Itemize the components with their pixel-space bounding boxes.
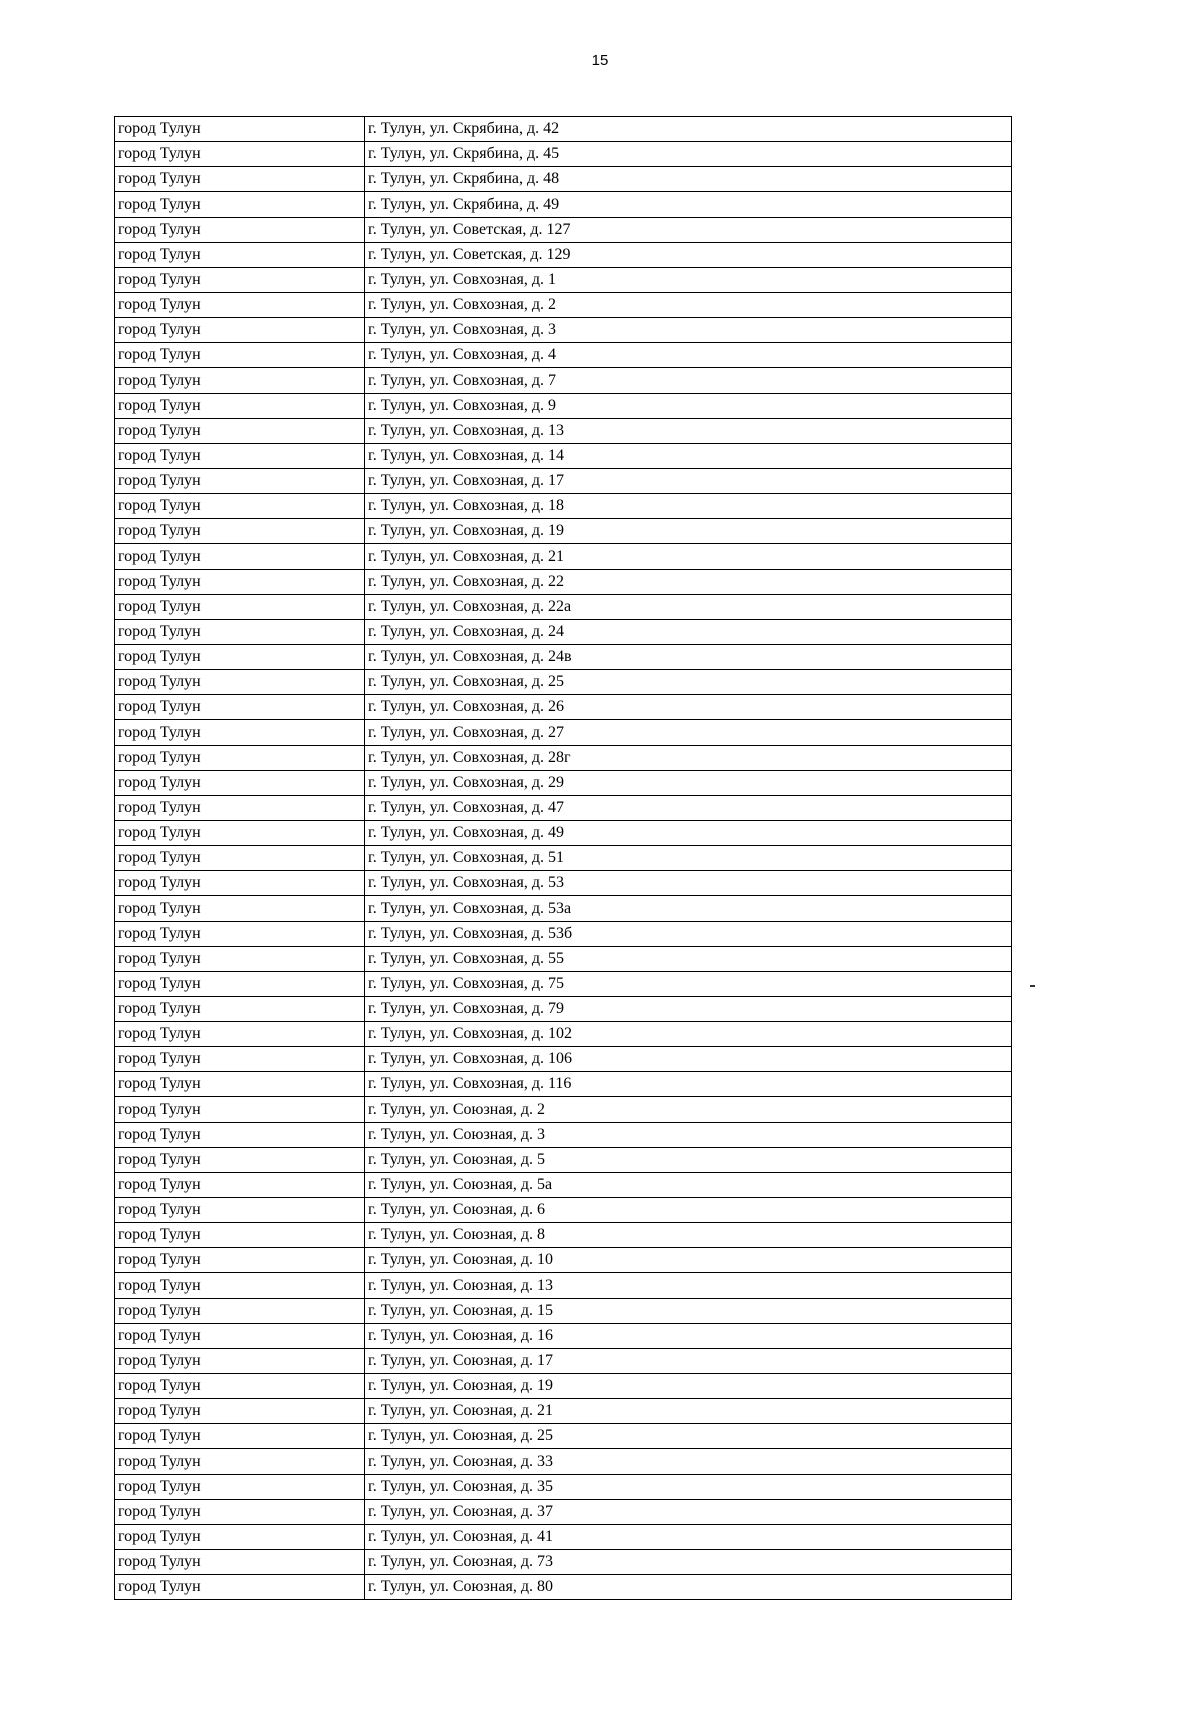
table-row [115, 519, 1012, 544]
address-cell: г. Тулун, ул. Союзная, д. 5а [365, 1172, 1012, 1197]
city-cell: город Тулун [115, 569, 365, 594]
address-cell: г. Тулун, ул. Совхозная, д. 75 [365, 971, 1012, 996]
table-row [115, 770, 1012, 795]
address-cell: г. Тулун, ул. Союзная, д. 37 [365, 1499, 1012, 1524]
address-cell: г. Тулун, ул. Совхозная, д. 27 [365, 720, 1012, 745]
table-row [115, 418, 1012, 443]
address-cell: г. Тулун, ул. Совхозная, д. 116 [365, 1072, 1012, 1097]
table-row [115, 1424, 1012, 1449]
table-row [115, 1047, 1012, 1072]
address-cell: г. Тулун, ул. Советская, д. 127 [365, 217, 1012, 242]
city-cell: город Тулун [115, 971, 365, 996]
table-row [115, 619, 1012, 644]
table-row [115, 594, 1012, 619]
address-cell: г. Тулун, ул. Союзная, д. 21 [365, 1399, 1012, 1424]
city-cell: город Тулун [115, 267, 365, 292]
table-row [115, 1550, 1012, 1575]
city-cell: город Тулун [115, 242, 365, 267]
table-row [115, 494, 1012, 519]
table-row [115, 368, 1012, 393]
table-row [115, 921, 1012, 946]
table-row [115, 971, 1012, 996]
table-row [115, 820, 1012, 845]
city-cell: город Тулун [115, 1399, 365, 1424]
table-row [115, 1122, 1012, 1147]
table-row [115, 896, 1012, 921]
city-cell: город Тулун [115, 1248, 365, 1273]
address-cell: г. Тулун, ул. Союзная, д. 6 [365, 1198, 1012, 1223]
city-cell: город Тулун [115, 1575, 365, 1600]
address-cell: г. Тулун, ул. Совхозная, д. 21 [365, 544, 1012, 569]
city-cell: город Тулун [115, 1147, 365, 1172]
city-cell: город Тулун [115, 167, 365, 192]
address-cell: г. Тулун, ул. Союзная, д. 2 [365, 1097, 1012, 1122]
page-number: 15 [591, 52, 609, 69]
table-row [115, 1575, 1012, 1600]
address-cell: г. Тулун, ул. Совхозная, д. 13 [365, 418, 1012, 443]
address-cell: г. Тулун, ул. Союзная, д. 41 [365, 1524, 1012, 1549]
table-row [115, 745, 1012, 770]
table-row [115, 1072, 1012, 1097]
city-cell: город Тулун [115, 292, 365, 317]
table-row [115, 1223, 1012, 1248]
address-cell: г. Тулун, ул. Совхозная, д. 47 [365, 795, 1012, 820]
city-cell: город Тулун [115, 594, 365, 619]
address-cell: г. Тулун, ул. Совхозная, д. 24в [365, 644, 1012, 669]
city-cell: город Тулун [115, 468, 365, 493]
city-cell: город Тулун [115, 644, 365, 669]
city-cell: город Тулун [115, 745, 365, 770]
table-row [115, 1348, 1012, 1373]
address-cell: г. Тулун, ул. Совхозная, д. 9 [365, 393, 1012, 418]
city-cell: город Тулун [115, 343, 365, 368]
table-row [115, 871, 1012, 896]
table-row [115, 1022, 1012, 1047]
address-cell: г. Тулун, ул. Советская, д. 129 [365, 242, 1012, 267]
table-row [115, 1374, 1012, 1399]
city-cell: город Тулун [115, 368, 365, 393]
table-row [115, 1198, 1012, 1223]
table-row [115, 318, 1012, 343]
table-row [115, 1147, 1012, 1172]
city-cell: город Тулун [115, 1323, 365, 1348]
address-cell: г. Тулун, ул. Союзная, д. 3 [365, 1122, 1012, 1147]
address-cell: г. Тулун, ул. Союзная, д. 5 [365, 1147, 1012, 1172]
city-cell: город Тулун [115, 494, 365, 519]
address-cell: г. Тулун, ул. Совхозная, д. 102 [365, 1022, 1012, 1047]
city-cell: город Тулун [115, 946, 365, 971]
city-cell: город Тулун [115, 1097, 365, 1122]
city-cell: город Тулун [115, 1172, 365, 1197]
table-row [115, 544, 1012, 569]
address-cell: г. Тулун, ул. Совхозная, д. 7 [365, 368, 1012, 393]
city-cell: город Тулун [115, 871, 365, 896]
city-cell: город Тулун [115, 896, 365, 921]
address-cell: г. Тулун, ул. Совхозная, д. 24 [365, 619, 1012, 644]
table-row [115, 1524, 1012, 1549]
table-row [115, 846, 1012, 871]
city-cell: город Тулун [115, 318, 365, 343]
table-row [115, 142, 1012, 167]
address-cell: г. Тулун, ул. Совхозная, д. 22а [365, 594, 1012, 619]
address-cell: г. Тулун, ул. Союзная, д. 17 [365, 1348, 1012, 1373]
city-cell: город Тулун [115, 1198, 365, 1223]
table-row [115, 1273, 1012, 1298]
city-cell: город Тулун [115, 670, 365, 695]
city-cell: город Тулун [115, 1550, 365, 1575]
table-row [115, 670, 1012, 695]
address-cell: г. Тулун, ул. Скрябина, д. 45 [365, 142, 1012, 167]
city-cell: город Тулун [115, 921, 365, 946]
address-cell: г. Тулун, ул. Совхозная, д. 18 [365, 494, 1012, 519]
city-cell: город Тулун [115, 418, 365, 443]
address-cell: г. Тулун, ул. Союзная, д. 25 [365, 1424, 1012, 1449]
address-cell: г. Тулун, ул. Союзная, д. 16 [365, 1323, 1012, 1348]
table-row [115, 292, 1012, 317]
table-row [115, 267, 1012, 292]
address-cell: г. Тулун, ул. Совхозная, д. 51 [365, 846, 1012, 871]
address-cell: г. Тулун, ул. Совхозная, д. 1 [365, 267, 1012, 292]
table-row [115, 192, 1012, 217]
table-row [115, 996, 1012, 1021]
address-cell: г. Тулун, ул. Союзная, д. 13 [365, 1273, 1012, 1298]
table-row [115, 443, 1012, 468]
address-cell: г. Тулун, ул. Совхозная, д. 49 [365, 820, 1012, 845]
city-cell: город Тулун [115, 695, 365, 720]
address-cell: г. Тулун, ул. Совхозная, д. 53б [365, 921, 1012, 946]
table-row [115, 569, 1012, 594]
city-cell: город Тулун [115, 770, 365, 795]
address-cell: г. Тулун, ул. Совхозная, д. 22 [365, 569, 1012, 594]
table-row [115, 117, 1012, 142]
table-row [115, 167, 1012, 192]
city-cell: город Тулун [115, 1374, 365, 1399]
table-row [115, 1449, 1012, 1474]
city-cell: город Тулун [115, 1022, 365, 1047]
address-cell: г. Тулун, ул. Скрябина, д. 48 [365, 167, 1012, 192]
table-row [115, 946, 1012, 971]
city-cell: город Тулун [115, 1499, 365, 1524]
table-row [115, 1172, 1012, 1197]
table-row [115, 795, 1012, 820]
city-cell: город Тулун [115, 996, 365, 1021]
address-cell: г. Тулун, ул. Совхозная, д. 106 [365, 1047, 1012, 1072]
city-cell: город Тулун [115, 1424, 365, 1449]
address-cell: г. Тулун, ул. Совхозная, д. 55 [365, 946, 1012, 971]
city-cell: город Тулун [115, 1273, 365, 1298]
address-cell: г. Тулун, ул. Союзная, д. 15 [365, 1298, 1012, 1323]
address-cell: г. Тулун, ул. Союзная, д. 80 [365, 1575, 1012, 1600]
address-cell: г. Тулун, ул. Союзная, д. 35 [365, 1474, 1012, 1499]
address-cell: г. Тулун, ул. Совхозная, д. 53 [365, 871, 1012, 896]
address-cell: г. Тулун, ул. Совхозная, д. 2 [365, 292, 1012, 317]
city-cell: город Тулун [115, 720, 365, 745]
city-cell: город Тулун [115, 217, 365, 242]
city-cell: город Тулун [115, 443, 365, 468]
table-row [115, 242, 1012, 267]
address-cell: г. Тулун, ул. Совхозная, д. 3 [365, 318, 1012, 343]
address-cell: г. Тулун, ул. Союзная, д. 10 [365, 1248, 1012, 1273]
address-cell: г. Тулун, ул. Совхозная, д. 19 [365, 519, 1012, 544]
table-row [115, 644, 1012, 669]
city-cell: город Тулун [115, 1223, 365, 1248]
table-row [115, 468, 1012, 493]
city-cell: город Тулун [115, 1348, 365, 1373]
table-row [115, 1499, 1012, 1524]
city-cell: город Тулун [115, 1449, 365, 1474]
address-cell: г. Тулун, ул. Скрябина, д. 42 [365, 117, 1012, 142]
address-cell: г. Тулун, ул. Совхозная, д. 17 [365, 468, 1012, 493]
stray-dash-mark [1030, 985, 1035, 987]
city-cell: город Тулун [115, 846, 365, 871]
table-row [115, 393, 1012, 418]
city-cell: город Тулун [115, 619, 365, 644]
address-table-body [115, 117, 1012, 1600]
address-cell: г. Тулун, ул. Совхозная, д. 14 [365, 443, 1012, 468]
address-cell: г. Тулун, ул. Совхозная, д. 28г [365, 745, 1012, 770]
address-cell: г. Тулун, ул. Совхозная, д. 25 [365, 670, 1012, 695]
table-row [115, 720, 1012, 745]
table-row [115, 1248, 1012, 1273]
city-cell: город Тулун [115, 1122, 365, 1147]
city-cell: город Тулун [115, 820, 365, 845]
address-cell: г. Тулун, ул. Союзная, д. 8 [365, 1223, 1012, 1248]
city-cell: город Тулун [115, 1298, 365, 1323]
address-cell: г. Тулун, ул. Скрябина, д. 49 [365, 192, 1012, 217]
address-cell: г. Тулун, ул. Союзная, д. 33 [365, 1449, 1012, 1474]
address-cell: г. Тулун, ул. Союзная, д. 19 [365, 1374, 1012, 1399]
city-cell: город Тулун [115, 192, 365, 217]
address-cell: г. Тулун, ул. Совхозная, д. 4 [365, 343, 1012, 368]
table-row [115, 217, 1012, 242]
city-cell: город Тулун [115, 544, 365, 569]
city-cell: город Тулун [115, 519, 365, 544]
city-cell: город Тулун [115, 1072, 365, 1097]
city-cell: город Тулун [115, 1047, 365, 1072]
address-cell: г. Тулун, ул. Совхозная, д. 29 [365, 770, 1012, 795]
table-row [115, 695, 1012, 720]
table-row [115, 1097, 1012, 1122]
address-cell: г. Тулун, ул. Совхозная, д. 79 [365, 996, 1012, 1021]
table-row [115, 1298, 1012, 1323]
city-cell: город Тулун [115, 393, 365, 418]
city-cell: город Тулун [115, 117, 365, 142]
city-cell: город Тулун [115, 795, 365, 820]
table-row [115, 1399, 1012, 1424]
city-cell: город Тулун [115, 1474, 365, 1499]
address-cell: г. Тулун, ул. Союзная, д. 73 [365, 1550, 1012, 1575]
city-cell: город Тулун [115, 1524, 365, 1549]
address-cell: г. Тулун, ул. Совхозная, д. 53а [365, 896, 1012, 921]
city-cell: город Тулун [115, 142, 365, 167]
table-row [115, 343, 1012, 368]
table-row [115, 1474, 1012, 1499]
address-table [114, 116, 1012, 1600]
address-cell: г. Тулун, ул. Совхозная, д. 26 [365, 695, 1012, 720]
table-row [115, 1323, 1012, 1348]
